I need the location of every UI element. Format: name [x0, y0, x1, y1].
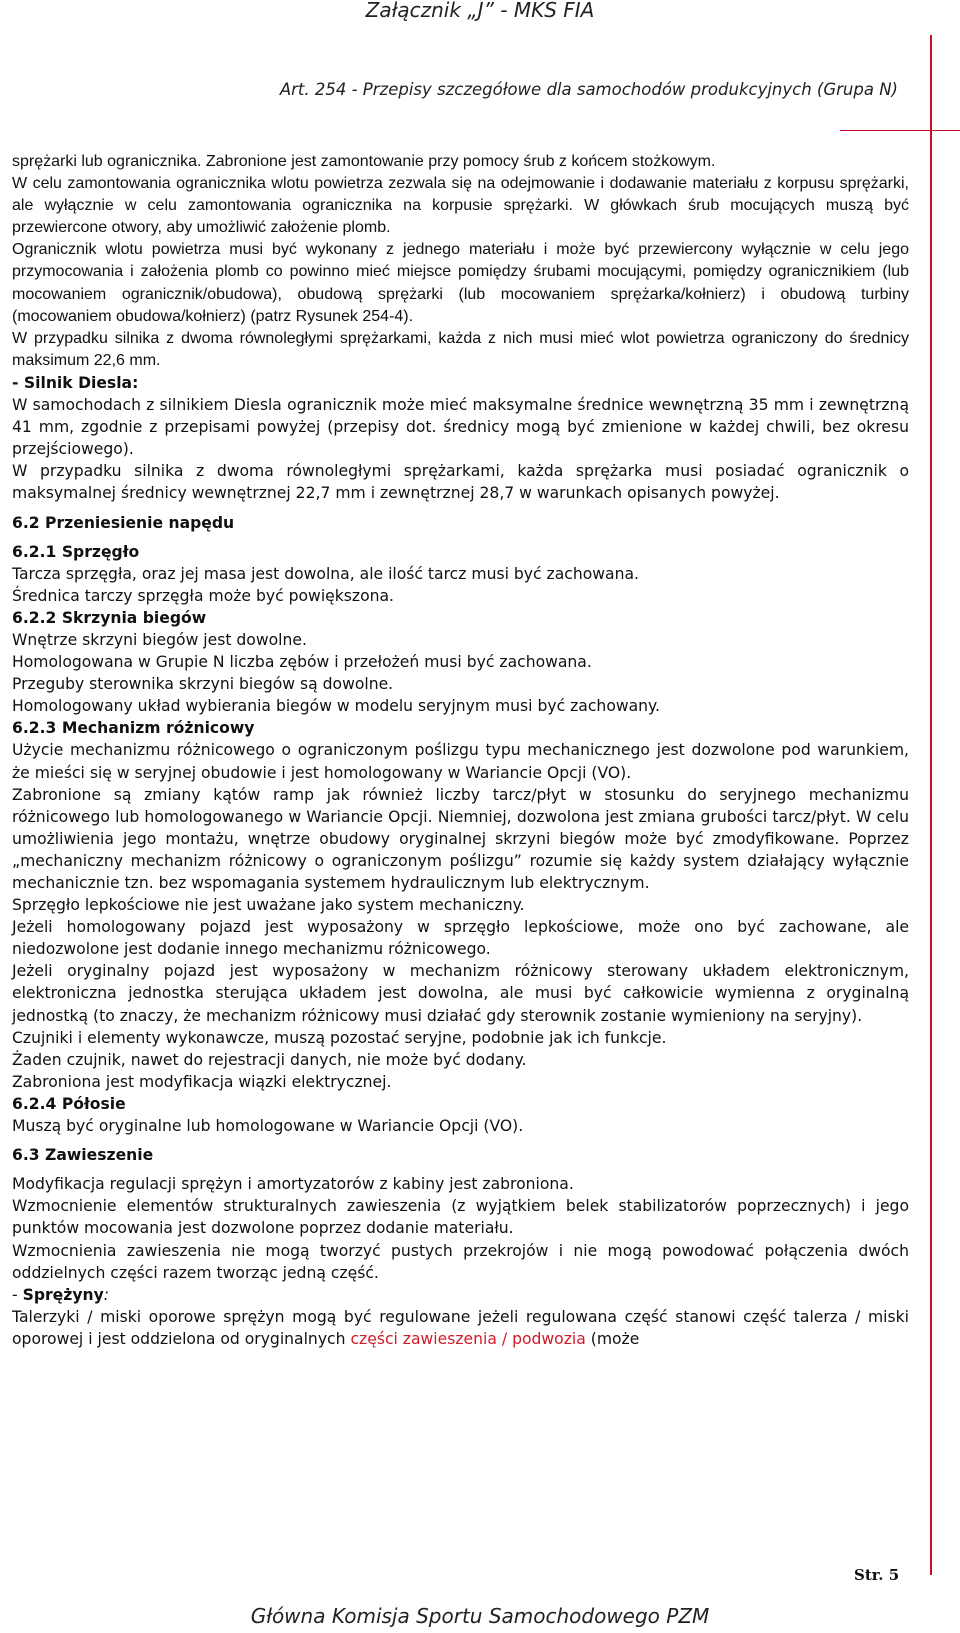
- springs-dash: -: [12, 1285, 23, 1304]
- springs-line: [12, 1284, 909, 1306]
- paragraph: [12, 1306, 909, 1350]
- paragraph: Tarcza sprzęgła, oraz jej masa jest dowolna, ale ilość tarcz musi być zachowana.: [12, 564, 639, 583]
- paragraph: Czujniki i elementy wykonawcze, muszą pozostać seryjne, podobnie jak ich funkcje.: [12, 1028, 667, 1047]
- paragraph: Średnica tarczy sprzęgła może być powiększona.: [12, 586, 395, 605]
- paragraph: Modyfikacja regulacji sprężyn i amortyzatorów z kabiny jest zabroniona.: [12, 1175, 574, 1194]
- section-heading: - Silnik Diesla:: [12, 373, 139, 392]
- section-heading: 6.3 Zawieszenie: [12, 1146, 154, 1165]
- paragraph: Wzmocnienia zawieszenia nie mogą tworzyć pustych przekrojów i nie mogą powodować połączenia dwóch oddzielnych części razem tworząc jedną część.: [12, 1241, 909, 1282]
- paragraph: Muszą być oryginalne lub homologowane w Wariancie Opcji (VO).: [12, 1117, 524, 1136]
- page-footer: Główna Komisja Sportu Samochodowego PZM: [250, 1604, 710, 1628]
- paragraph: Żaden czujnik, nawet do rejestracji danych, nie może być dodany.: [12, 1050, 527, 1069]
- page-number: Str. 5: [854, 1566, 900, 1584]
- paragraph-text: Talerzyki / miski oporowe sprężyn mogą być regulowane jeżeli regulowana część stanowi część talerza / miski oporowej i jest oddzielona od oryginalnych: [12, 1307, 909, 1348]
- paragraph: W celu zamontowania ogranicznika wlotu powietrza zezwala się na odejmowanie i dodawanie materiału z korpusu sprężarki, ale wyłącznie w celu zamontowania ogranicznika na korpusie sprężarki. W główkach śrub mocujących muszą być przewiercone otwory, aby umożliwić założenie plomb.: [12, 175, 909, 237]
- paragraph: Wzmocnienie elementów strukturalnych zawieszenia (z wyjątkiem belek stabilizatorów poprzecznych) i jego punktów mocowania jest dozwolone poprzez dodanie materiału.: [12, 1197, 909, 1238]
- springs-colon: :: [103, 1285, 110, 1304]
- paragraph: Użycie mechanizmu różnicowego o ograniczonym poślizgu typu mechanicznego jest dozwolone pod warunkiem, że mieści się w seryjnej obudowie i jest homologowany w Wariancie Opcji (VO).: [12, 741, 909, 782]
- section-heading: 6.2.1 Sprzęgło: [12, 542, 140, 561]
- section-heading: 6.2.3 Mechanizm różnicowy: [12, 719, 255, 738]
- paragraph: Ogranicznik wlotu powietrza musi być wykonany z jednego materiału i może być przewiercony wyłącznie w celu jego przymocowania i założenia plomb co powinno mieć miejsce pomiędzy śrubami mocującymi, pomiędzy ogranicznikiem (lub mocowaniem ogranicznik/obudowa), obudową sprężarki (lub mocowaniem sprężarka/kołnierz) i obudową turbiny (mocowaniem obudowa/kołnierz) (patrz Rysunek 254-4).: [12, 241, 909, 325]
- page-header-title: Załącznik „J” - MKS FIA: [365, 0, 595, 22]
- springs-label: Sprężyny: [22, 1285, 104, 1304]
- paragraph: W przypadku silnika z dwoma równoległymi sprężarkami, każda sprężarka musi posiadać ogranicznik o maksymalnej średnicy wewnętrznej 22,7 mm i zewnętrznej 28,7 w warunkach opisanych powyżej.: [12, 462, 909, 503]
- paragraph: Przeguby sterownika skrzyni biegów są dowolne.: [12, 675, 394, 694]
- vertical-rule: [930, 35, 932, 1575]
- paragraph: Zabroniona jest modyfikacja wiązki elektrycznej.: [12, 1072, 392, 1091]
- paragraph: Wnętrze skrzyni biegów jest dowolne.: [12, 630, 307, 649]
- section-heading: 6.2.2 Skrzynia biegów: [12, 608, 207, 627]
- page-header-subtitle: Art. 254 - Przepisy szczegółowe dla samochodów produkcyjnych (Grupa N): [279, 80, 898, 99]
- paragraph: W przypadku silnika z dwoma równoległymi sprężarkami, każda z nich musi mieć wlot powietrza ograniczony do średnicy maksimum 22,6 mm.: [12, 329, 909, 369]
- document-body: [12, 151, 909, 1350]
- paragraph: Jeżeli homologowany pojazd jest wyposażony w sprzęgło lepkościowe, może ono być zachowane, ale niedozwolone jest dodanie innego mechanizmu różnicowego.: [12, 918, 909, 959]
- horizontal-rule: [840, 130, 960, 131]
- highlighted-text: części zawieszenia / podwozia: [350, 1329, 586, 1348]
- paragraph: Zabronione są zmiany kątów ramp jak również liczby tarcz/płyt w stosunku do seryjnego mechanizmu różnicowego lub homologowanego w Wariancie Opcji. Niemniej, dozwolona jest zmiana grubości tarcz/płyt. W celu umożliwienia jego montażu, wnętrze obudowy oryginalnej skrzyni biegów może być zmodyfikowane. Poprzez „mechaniczny mechanizm różnicowy o ograniczonym poślizgu” rozumie się każdy system działający wyłącznie mechanicznie tzn. bez wspomagania systemem hydraulicznym lub elektrycznym.: [12, 785, 909, 892]
- section-heading: 6.2 Przeniesienie napędu: [12, 513, 235, 532]
- paragraph: Homologowany układ wybierania biegów w modelu seryjnym musi być zachowany.: [12, 697, 661, 716]
- paragraph: Jeżeli oryginalny pojazd jest wyposażony w mechanizm różnicowy sterowany układem elektronicznym, elektroniczna jednostka sterująca układem jest dowolna, ale musi być całkowicie wymienna z oryginalną jednostką (to znaczy, że mechanizm różnicowy musi działać gdy sterownik zostanie wymieniony na seryjny).: [12, 962, 909, 1025]
- paragraph: Homologowana w Grupie N liczba zębów i przełożeń musi być zachowana.: [12, 653, 592, 672]
- paragraph: sprężarki lub ogranicznika. Zabronione jest zamontowanie przy pomocy śrub z końcem stożkowym.: [12, 153, 716, 170]
- paragraph: Sprzęgło lepkościowe nie jest uważane jako system mechaniczny.: [12, 896, 525, 915]
- paragraph-text: (może: [585, 1329, 640, 1348]
- paragraph: W samochodach z silnikiem Diesla ogranicznik może mieć maksymalne średnice wewnętrzną 35 mm i zewnętrzną 41 mm, zgodnie z przepisami powyżej (przepisy dot. średnicy mogą być zmienione w każdej chwili, bez okresu przejściowego).: [12, 396, 909, 459]
- section-heading: 6.2.4 Półosie: [12, 1094, 126, 1113]
